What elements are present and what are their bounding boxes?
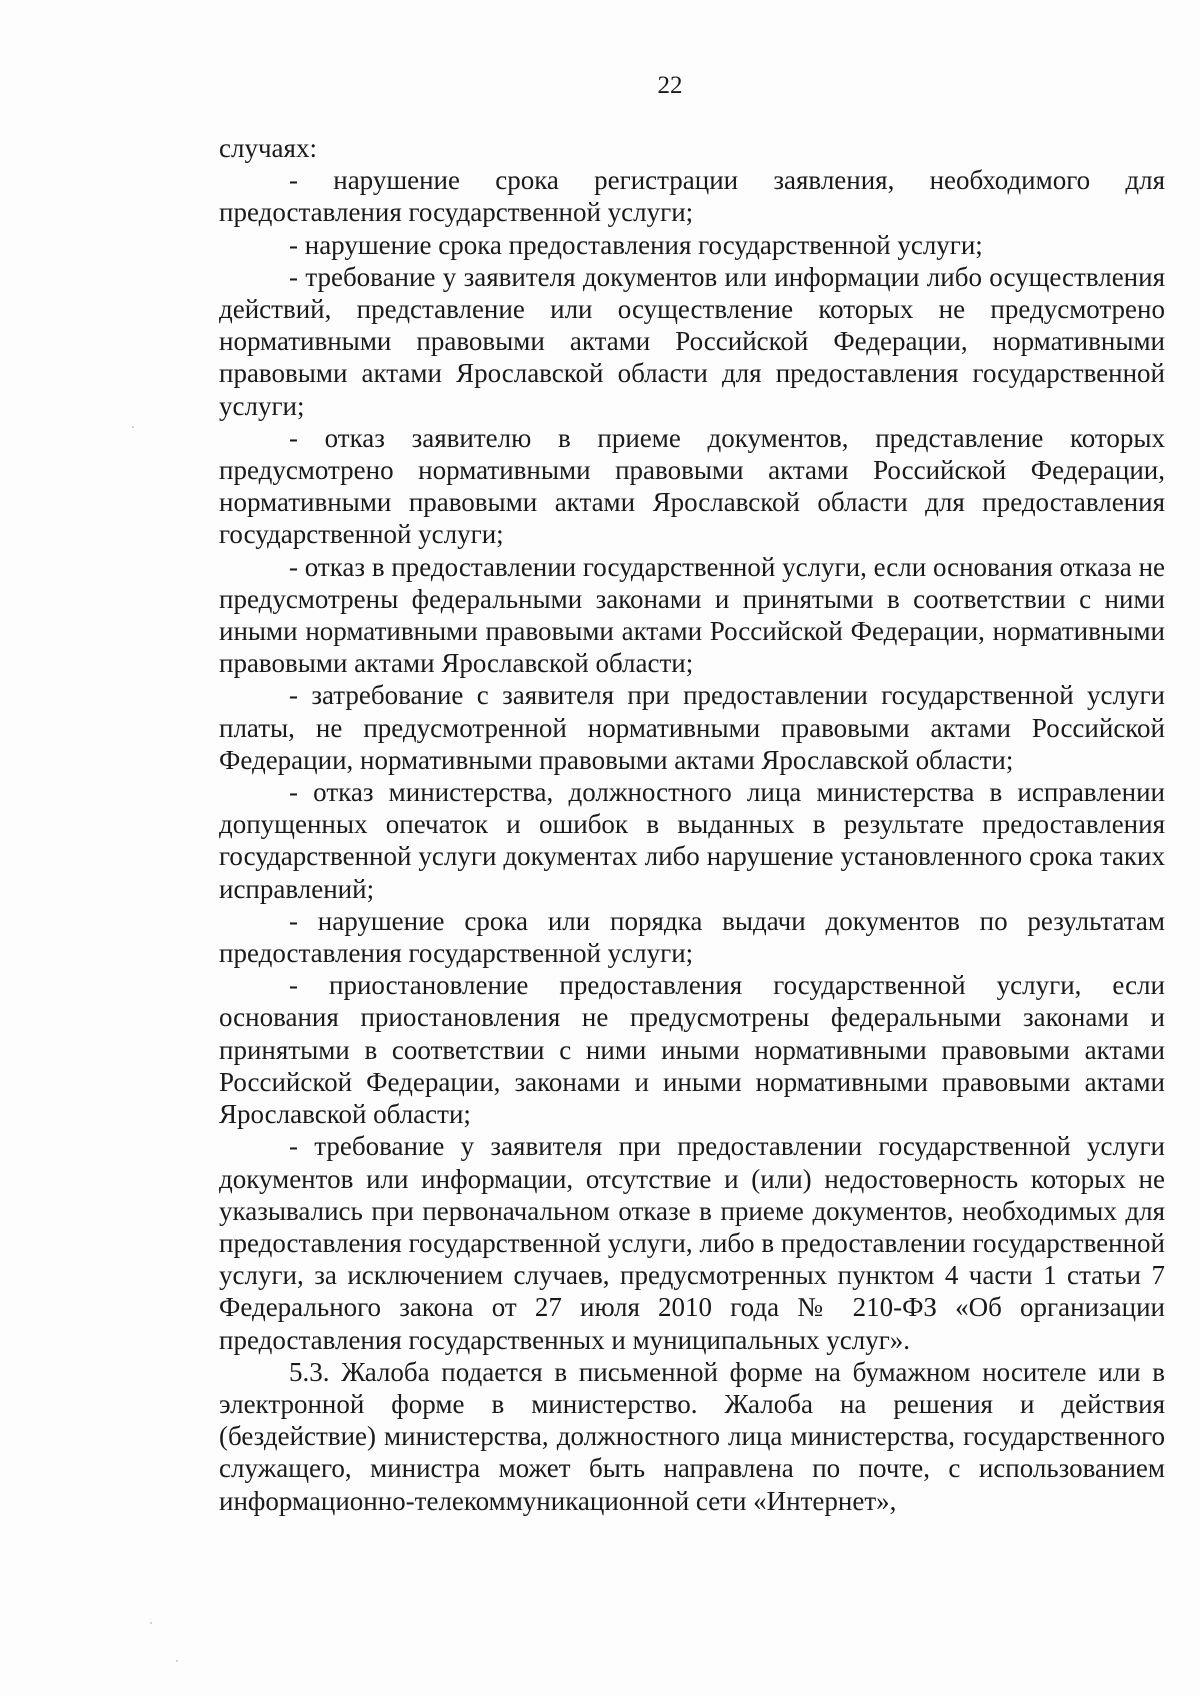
scan-speck bbox=[132, 426, 134, 428]
paragraph-extra-documents: - требование у заявителя документов или информации либо осуществления действий, представление или осуществление которых не предусмотрено нормативными правовыми актами Российской Федерации, нормативными правовыми актами Ярославской области для предоставления государственной услуги; bbox=[219, 261, 1165, 421]
paragraph-issuance-term: - нарушение срока или порядка выдачи документов по результатам предоставления государственной услуги; bbox=[219, 905, 1165, 969]
page-number: 22 bbox=[657, 72, 683, 99]
paragraph-repeated-documents: - требование у заявителя при предоставлении государственной услуги документов или информации, отсутствие и (или) недостоверность которых не указывались при первоначальном отказе в приеме документов, необходимых для предоставления государственной услуги, либо в предоставлении государственной услуги, за исключением случаев, предусмотренных пунктом 4 части 1 статьи 7 Федерального закона от 27 июля 2010 года № 210-ФЗ «Об организации предоставления государственных и муниципальных услуг». bbox=[219, 1131, 1165, 1355]
paragraph-refusal-service: - отказ в предоставлении государственной услуги, если основания отказа не предусмотрены федеральными законами и принятыми в соответствии с ними иными нормативными правовыми актами Российской Федерации, нормативными правовыми актами Ярославской области; bbox=[219, 551, 1165, 679]
paragraph-5-3-complaint: 5.3. Жалоба подается в письменной форме на бумажном носителе или в электронной форме в министерство. Жалоба на решения и действия (бездействие) министерства, должностного лица министерства, государственного служащего, министра может быть направлена по почте, с использованием информационно-телекоммуникационной сети «Интернет», bbox=[219, 1356, 1165, 1516]
paragraph-refusal-acceptance: - отказ заявителю в приеме документов, представление которых предусмотрено нормативными правовыми актами Российской Федерации, нормативными правовыми актами Ярославской области для предоставления государственной услуги; bbox=[219, 422, 1165, 550]
scan-speck bbox=[176, 1660, 178, 1662]
paragraph-service-term: - нарушение срока предоставления государственной услуги; bbox=[289, 229, 983, 260]
paragraph-fee-demand: - затребование с заявителя при предоставлении государственной услуги платы, не предусмотренной нормативными правовыми актами Российской Федерации, нормативными правовыми актами Ярославской области; bbox=[219, 680, 1165, 775]
paragraph-continuation: случаях: bbox=[219, 133, 317, 163]
paragraph-registration-term: - нарушение срока регистрации заявления, необходимого для предоставления государственной услуги; bbox=[219, 165, 1165, 228]
document-body bbox=[219, 132, 1165, 1517]
paragraph-suspension: - приостановление предоставления государственной услуги, если основания приостановления не предусмотрены федеральными законами и принятыми в соответствии с ними иными нормативными правовыми актами Российской Федерации, законами и иными нормативными правовыми актами Ярославской области; bbox=[219, 970, 1165, 1130]
scan-speck bbox=[150, 1622, 152, 1624]
paragraph-typo-correction: - отказ министерства, должностного лица министерства в исправлении допущенных опечаток и ошибок в выданных в результате предоставления государственной услуги документах либо нарушение установленного срока таких исправлений; bbox=[219, 777, 1165, 904]
